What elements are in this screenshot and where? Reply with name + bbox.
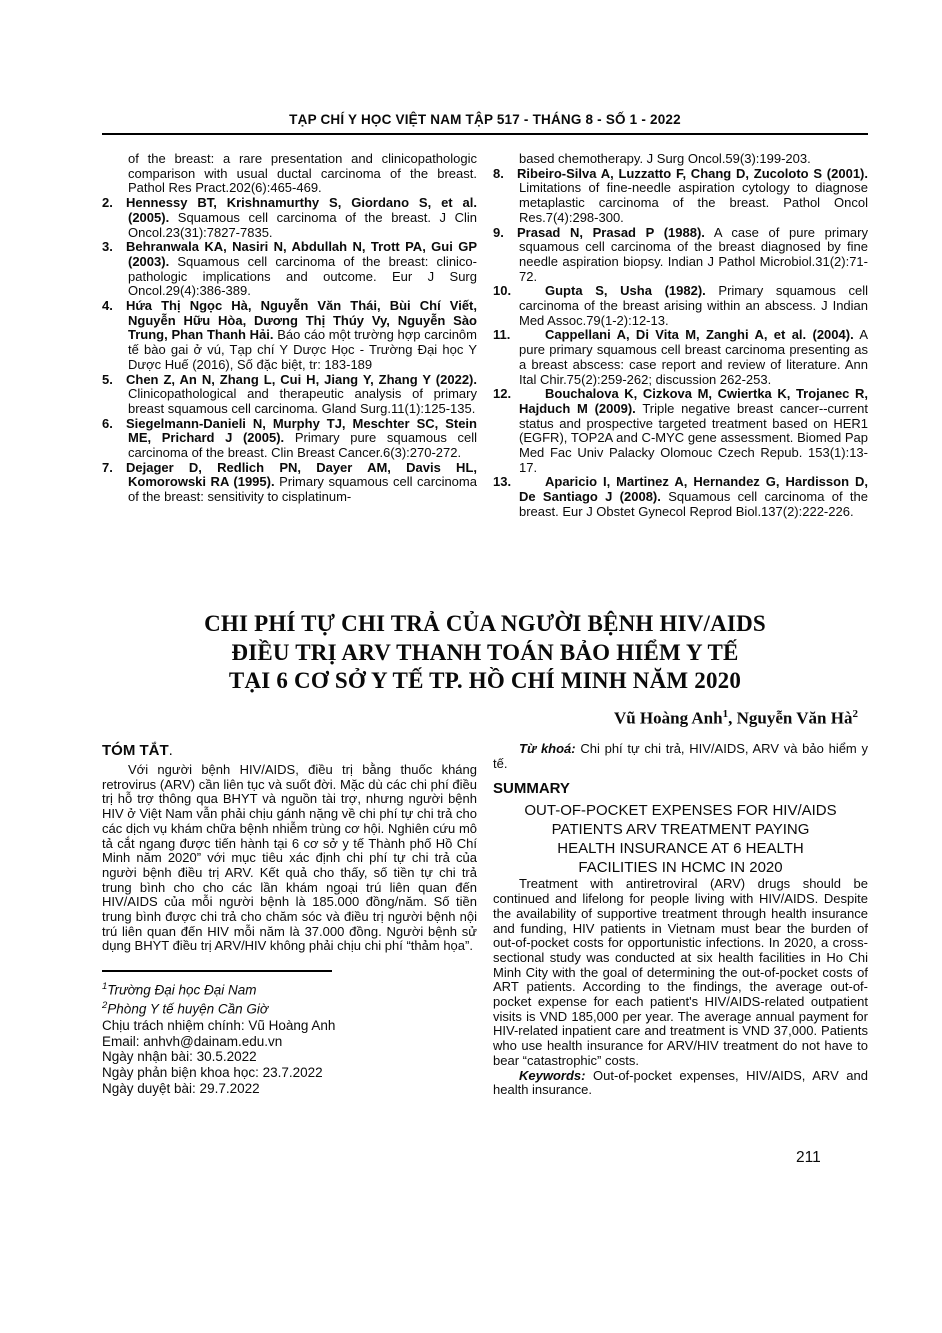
references-left-column bbox=[102, 152, 477, 520]
article-title-line-3: TẠI 6 CƠ SỞ Y TẾ TP. HỒ CHÍ MINH NĂM 2020 bbox=[228, 668, 742, 693]
summary-title-line-3: HEALTH INSURANCE AT 6 HEALTH bbox=[557, 840, 804, 858]
abstract-section bbox=[102, 742, 868, 1098]
footnote-review-date: Ngày phản biện khoa học: 23.7.2022 bbox=[102, 1065, 323, 1081]
author-1-name: Vũ Hoàng Anh bbox=[613, 708, 723, 728]
footnote-affiliation-2: $^2$Phòng Y tế huyện Cần Giờ bbox=[102, 1000, 269, 1017]
reference-item-7-continuation: based chemotherapy. J Surg Oncol.59(3):199-203. bbox=[519, 151, 811, 166]
reference-item-10: 10. Gupta S, Usha (1982). Primary squamous cell carcinoma of the breast arising within an abscess. J Indian Med Assoc.79(1-2):12-13. bbox=[493, 283, 868, 328]
reference-item-2: 2. Hennessy BT, Krishnamurthy S, Giordano S, et al. (2005). Squamous cell carcinoma of the breast. J Clin Oncol.23(31):7827-7835. bbox=[102, 195, 477, 240]
article-title bbox=[102, 610, 868, 696]
footnote-affiliation-1: $^1$Trường Đại học Đại Nam bbox=[102, 981, 257, 998]
reference-item-5: 5. Chen Z, An N, Zhang L, Cui H, Jiang Y, Zhang Y (2022). Clinicopathological and therapeutic analysis of primary breast squamous cell carcinoma. Gland Surg.11(1):125-135. bbox=[102, 371, 477, 416]
keywords-en-text: Out-of-pocket expenses, HIV/AIDS, ARV and health insurance. bbox=[493, 1067, 868, 1098]
keywords-vi bbox=[493, 742, 868, 771]
abstract-right-column bbox=[493, 742, 868, 1098]
reference-item-6: 6. Siegelmann-Danieli N, Murphy TJ, Meschter SC, Stein ME, Prichard J (2005). Primary pure squamous cell carcinoma of the breast. Clin Breast Cancer.6(3):270-272. bbox=[102, 415, 477, 461]
abstract-vi-heading: TÓM TẮT. bbox=[102, 742, 173, 759]
author-separator: , bbox=[728, 708, 737, 728]
footnote-email: Email: anhvh@dainam.edu.vn bbox=[102, 1033, 283, 1049]
footnote-divider bbox=[102, 970, 332, 972]
keywords-vi-label: Từ khoá: bbox=[519, 741, 576, 756]
reference-item-13: 13. Aparicio I, Martinez A, Hernandez G, Hardisson D, De Santiago J (2008). Squamous cell carcinoma of the breast. Eur J Obstet Gynecol Reprod Biol.137(2):222-226. bbox=[493, 474, 868, 519]
summary-title bbox=[493, 801, 868, 877]
summary-heading: SUMMARY bbox=[493, 780, 570, 798]
footnotes bbox=[102, 979, 477, 1097]
footnote-received-date: Ngày nhận bài: 30.5.2022 bbox=[102, 1049, 257, 1065]
journal-header bbox=[102, 112, 868, 135]
reference-item-4: 4. Hứa Thị Ngọc Hà, Nguyễn Văn Thái, Bùi Chí Viết, Nguyễn Hữu Hòa, Dương Thị Thúy Vy, Nguyễn Sào Trung, Phan Thanh Hải. Báo cáo một trường hợp carcinôm tế bào gai ở vú, Tạp chí Y Dược Học - Trường Đại học Y Dược Huế (2016), Số đặc biệt, tr: 183-189 bbox=[102, 298, 477, 372]
author-2-name: Nguyễn Văn Hà bbox=[736, 708, 853, 728]
summary-body: Treatment with antiretroviral (ARV) drugs should be continued and lifelong for people living with HIV/AIDS. Despite the availability of supportive treatment through health insurance and funding, HIV patients in Vietnam must bear the burden of out-of-pocket costs for opportunistic infections. In 2020, a cross-sectional study was conducted at six health facilities in Ho Chi Minh City with the goal of determining the out-of-pocket costs of ART patients. According to the findings, the average out-of-pocket expense for each patient's HIV/AIDS-related outpatient visits is VND 185,000 per year. The average annual payment for HIV-related inpatient care and treatment is VND 37,000. Patients who use health insurance for ARV/HIV treatment do not have to bear “catastrophic” costs. bbox=[493, 876, 868, 1068]
reference-item-8: 8. Ribeiro-Silva A, Luzzatto F, Chang D, Zucoloto S (2001). Limitations of fine-needle aspiration cytology to diagnose metaplastic carcinoma of the breast. Pathol Oncol Res.7(4):298-300. bbox=[493, 165, 868, 225]
summary-title-line-4: FACILITIES IN HCMC IN 2020 bbox=[578, 859, 783, 877]
keywords-vi-text: Chi phí tự chi trả, HIV/AIDS, ARV và bảo hiểm y tế. bbox=[493, 741, 868, 771]
reference-item-1-continuation: of the breast: a rare presentation and clinicopathologic comparison with usual ductal carcinoma of the breast. Pathol Res Pract.202(6):465-469. bbox=[128, 151, 477, 196]
abstract-vi-body: Với người bệnh HIV/AIDS, điều trị bằng thuốc kháng retrovirus (ARV) cần liên tục và suốt đời. Mặc dù các chi phí điều trị hỗ trợ thông qua BHYT và nguồn tài trợ, nhưng người bệnh HIV ở Việt Nam vẫn phải chịu gánh nặng về chi phí tự chi trả cho các dịch vụ khám chữa bệnh nhiễm trùng cơ hội. Nghiên cứu mô tả cắt ngang được tiến hành tại 6 cơ sở y tế Thành phố Hồ Chí Minh năm 2020” với mục tiêu xác định chi phí tự chi trả của người bệnh điều trị ARV. Kết quả cho thấy, số tiền tự chi trả trung bình cho cho các lần khám ngoại trú liên quan đến HIV/AIDS của mỗi người bệnh là 185.000 đồng/năm. Số tiền trung bình được chi trả cho chăm sóc và điều trị người bệnh nội trú liên quan đến HIV mỗi năm là 37.000 đồng. Người bệnh sử dụng BHYT điều trị ARV/HIV không phải chịu chi phí “thảm họa”. bbox=[102, 762, 477, 954]
article-title-line-2: ĐIỀU TRỊ ARV THANH TOÁN BẢO HIỂM Y TẾ bbox=[231, 639, 739, 665]
abstract-left-column bbox=[102, 742, 477, 1098]
journal-header-text: TẠP CHÍ Y HỌC VIỆT NAM TẬP 517 - THÁNG 8 - SỐ 1 - 2022 bbox=[289, 112, 681, 127]
reference-item-3: 3. Behranwala KA, Nasiri N, Abdullah N, Trott PA, Gui GP (2003). Squamous cell carcinoma of the breast: clinico-pathologic implications and outcome. Eur J Surg Oncol.29(4):386-389. bbox=[102, 239, 477, 299]
summary-title-line-2: PATIENTS ARV TREATMENT PAYING bbox=[551, 821, 810, 839]
references-right-column bbox=[493, 152, 868, 520]
keywords-en bbox=[493, 1069, 868, 1098]
article-title-line-1: CHI PHÍ TỰ CHI TRẢ CỦA NGƯỜI BỆNH HIV/AIDS bbox=[204, 611, 766, 636]
page-number: 211 bbox=[796, 1149, 821, 1166]
footnote-corresponding-author: Chịu trách nhiệm chính: Vũ Hoàng Anh bbox=[102, 1017, 336, 1033]
abstract-vi-heading-dot: . bbox=[168, 742, 173, 759]
reference-item-11: 11. Cappellani A, Di Vita M, Zanghi A, et al. (2004). A pure primary squamous cell breast carcinoma presenting as a breast abscess: case report and review of literature. Ann Ital Chir.75(2):259-262; discussion 262-253. bbox=[493, 327, 868, 387]
reference-item-9: 9. Prasad N, Prasad P (1988). A case of pure primary squamous cell carcinoma of the breast diagnosed by fine needle aspiration biopsy. Indian J Pathol Microbiol.31(2):71-72. bbox=[493, 224, 868, 284]
footnote-accepted-date: Ngày duyệt bài: 29.7.2022 bbox=[102, 1080, 260, 1096]
reference-item-7: 7. Dejager D, Redlich PN, Dayer AM, Davis HL, Komorowski RA (1995). Primary squamous cell carcinoma of the breast: sensitivity to cisplatinum- bbox=[102, 459, 477, 505]
summary-title-line-1: OUT-OF-POCKET EXPENSES FOR HIV/AIDS bbox=[524, 802, 837, 820]
references-section bbox=[102, 152, 868, 520]
reference-item-12: 12. Bouchalova K, Cizkova M, Cwiertka K, Trojanec R, Hajduch M (2009). Triple negative breast cancer--current status and prospective targeted treatment based on HER1 (EGFR), TOP2A and C-MYC gene assessment. Biomed Pap Med Fac Univ Palacky Olomouc Czech Repub. 153(1):13-17. bbox=[493, 386, 868, 475]
author-2-affiliation-mark: 2 bbox=[852, 708, 858, 720]
authors-line bbox=[102, 708, 868, 729]
keywords-en-label: Keywords: bbox=[519, 1067, 586, 1083]
author-1-affiliation-mark: 1 bbox=[722, 708, 729, 720]
